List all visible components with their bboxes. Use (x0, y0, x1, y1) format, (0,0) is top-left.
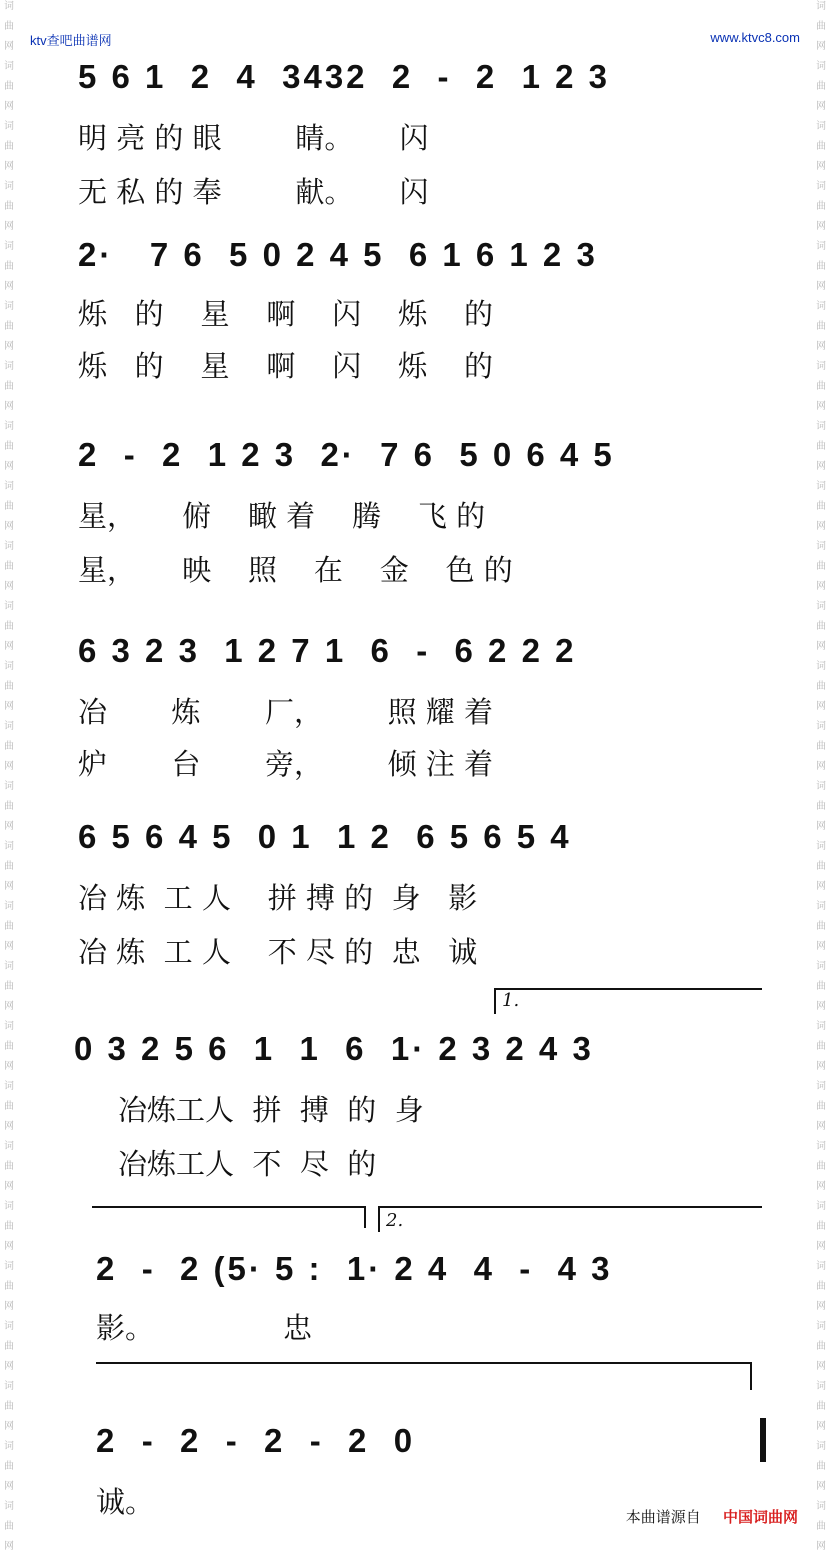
left-side-watermark (0, 0, 18, 1555)
side-watermark-char: 曲 (4, 621, 14, 632)
return-bracket-end (364, 1206, 366, 1228)
side-watermark-char: 网 (4, 101, 14, 112)
lyric-line-4a: 冶 炼 厂， 照 耀 着 (78, 695, 494, 729)
side-watermark-char: 曲 (4, 741, 14, 752)
side-watermark-char: 网 (816, 461, 826, 472)
side-watermark-char: 词 (816, 1381, 826, 1392)
side-watermark-char: 曲 (4, 1161, 14, 1172)
side-watermark-char: 网 (4, 1241, 14, 1252)
notation-line-6: 0 3 2 5 6 1 1 6 1· 2 3 2 4 3 (74, 1030, 594, 1067)
side-watermark-char: 词 (4, 61, 14, 72)
notation-line-2: 2· 7 6 5 0 2 4 5 6 1 6 1 2 3 (78, 236, 598, 273)
lyric-line-8a: 诚。 (96, 1485, 155, 1519)
ending-bracket-end (750, 1362, 752, 1390)
side-watermark-char: 词 (816, 361, 826, 372)
side-watermark-char: 词 (4, 1, 14, 12)
side-watermark-char: 网 (4, 401, 14, 412)
side-watermark-char: 网 (4, 941, 14, 952)
lyric-line-5b: 冶 炼 工 人 不 尽 的 忠 诚 (78, 935, 478, 969)
side-watermark-char: 曲 (816, 141, 826, 152)
side-watermark-char: 曲 (816, 681, 826, 692)
side-watermark-char: 网 (816, 761, 826, 772)
notation-line-3: 2 - 2 1 2 3 2· 7 6 5 0 6 4 5 (78, 436, 615, 473)
side-watermark-char: 词 (4, 1021, 14, 1032)
lyric-line-4b: 炉 台 旁， 倾 注 着 (78, 747, 494, 781)
side-watermark-char: 词 (816, 781, 826, 792)
side-watermark-char: 曲 (4, 801, 14, 812)
side-watermark-char: 曲 (816, 1281, 826, 1292)
side-watermark-char: 网 (4, 1541, 14, 1552)
first-ending-bracket (494, 988, 762, 1014)
side-watermark-char: 曲 (816, 561, 826, 572)
side-watermark-char: 网 (4, 341, 14, 352)
side-watermark-char: 网 (816, 521, 826, 532)
second-ending-bracket (378, 1206, 762, 1232)
source-credit (626, 1506, 798, 1527)
side-watermark-char: 网 (816, 1541, 826, 1552)
side-watermark-char: 词 (816, 601, 826, 612)
side-watermark-char: 网 (4, 881, 14, 892)
side-watermark-char: 词 (4, 241, 14, 252)
side-watermark-char: 词 (4, 1501, 14, 1512)
side-watermark-char: 网 (4, 761, 14, 772)
side-watermark-char: 词 (4, 1381, 14, 1392)
side-watermark-char: 曲 (4, 441, 14, 452)
side-watermark-char: 网 (4, 221, 14, 232)
side-watermark-char: 曲 (4, 501, 14, 512)
lyric-line-2a: 烁 的 星 啊 闪 烁 的 (78, 297, 494, 331)
side-watermark-char: 词 (816, 1, 826, 12)
side-watermark-char: 网 (816, 1421, 826, 1432)
side-watermark-char: 词 (4, 121, 14, 132)
side-watermark-char: 网 (4, 1361, 14, 1372)
side-watermark-char: 网 (816, 701, 826, 712)
side-watermark-char: 词 (816, 721, 826, 732)
side-watermark-char: 曲 (4, 81, 14, 92)
side-watermark-char: 网 (4, 1001, 14, 1012)
side-watermark-char: 网 (816, 341, 826, 352)
side-watermark-char: 网 (4, 461, 14, 472)
side-watermark-char: 曲 (816, 1401, 826, 1412)
side-watermark-char: 曲 (816, 981, 826, 992)
side-watermark-char: 词 (816, 481, 826, 492)
side-watermark-char: 词 (816, 901, 826, 912)
side-watermark-char: 词 (4, 361, 14, 372)
lyric-line-2b: 烁 的 星 啊 闪 烁 的 (78, 349, 494, 383)
side-watermark-char: 词 (816, 1501, 826, 1512)
lyric-line-1b: 无 私 的 奉 献。 闪 (78, 175, 429, 209)
side-watermark-char: 词 (4, 781, 14, 792)
lyric-line-5a: 冶 炼 工 人 拼 搏 的 身 影 (78, 881, 478, 915)
side-watermark-char: 词 (4, 421, 14, 432)
side-watermark-char: 网 (816, 41, 826, 52)
side-watermark-char: 词 (4, 841, 14, 852)
side-watermark-char: 词 (4, 1261, 14, 1272)
side-watermark-char: 曲 (4, 561, 14, 572)
side-watermark-char: 曲 (816, 1161, 826, 1172)
side-watermark-char: 曲 (4, 1221, 14, 1232)
side-watermark-char: 网 (4, 1181, 14, 1192)
lyric-line-1a: 明 亮 的 眼 睛。 闪 (78, 121, 429, 155)
side-watermark-char: 曲 (816, 1221, 826, 1232)
side-watermark-char: 词 (816, 1441, 826, 1452)
side-watermark-char: 网 (4, 281, 14, 292)
side-watermark-char: 曲 (4, 1341, 14, 1352)
lyric-line-7a: 影。 忠 (96, 1311, 313, 1345)
return-bracket-line (92, 1206, 364, 1208)
side-watermark-char: 曲 (4, 1041, 14, 1052)
side-watermark-char: 词 (816, 61, 826, 72)
side-watermark-char: 曲 (816, 1041, 826, 1052)
ending-bracket-line (96, 1362, 752, 1364)
side-watermark-char: 曲 (4, 981, 14, 992)
side-watermark-char: 曲 (816, 921, 826, 932)
second-ending-label: 2. (386, 1210, 404, 1231)
side-watermark-char: 词 (4, 901, 14, 912)
side-watermark-char: 词 (4, 1141, 14, 1152)
side-watermark-char: 词 (816, 661, 826, 672)
side-watermark-char: 曲 (4, 1461, 14, 1472)
side-watermark-char: 网 (816, 1241, 826, 1252)
side-watermark-char: 词 (816, 121, 826, 132)
side-watermark-char: 曲 (4, 921, 14, 932)
side-watermark-char: 词 (816, 961, 826, 972)
side-watermark-char: 词 (4, 1201, 14, 1212)
side-watermark-char: 曲 (4, 681, 14, 692)
side-watermark-char: 曲 (4, 141, 14, 152)
side-watermark-char: 词 (4, 481, 14, 492)
side-watermark-char: 曲 (4, 381, 14, 392)
side-watermark-char: 网 (816, 281, 826, 292)
side-watermark-char: 曲 (4, 21, 14, 32)
side-watermark-char: 网 (816, 221, 826, 232)
side-watermark-char: 曲 (816, 801, 826, 812)
notation-line-5: 6 5 6 4 5 0 1 1 2 6 5 6 5 4 (78, 818, 572, 855)
side-watermark-char: 网 (816, 881, 826, 892)
side-watermark-char: 曲 (4, 1101, 14, 1112)
side-watermark-char: 词 (4, 1321, 14, 1332)
notation-line-4: 6 3 2 3 1 2 7 1 6 - 6 2 2 2 (78, 632, 577, 669)
side-watermark-char: 网 (4, 521, 14, 532)
side-watermark-char: 曲 (4, 1281, 14, 1292)
notation-line-7: 2 - 2 (5· 5 : 1· 2 4 4 - 4 3 (96, 1250, 613, 1287)
side-watermark-char: 词 (816, 241, 826, 252)
side-watermark-char: 网 (4, 1121, 14, 1132)
side-watermark-char: 词 (4, 1081, 14, 1092)
lyric-line-6a: 冶炼工人 拼 搏 的 身 (118, 1093, 424, 1127)
lyric-line-3a: 星， 俯 瞰 着 腾 飞 的 (78, 499, 486, 533)
side-watermark-char: 曲 (4, 201, 14, 212)
side-watermark-char: 词 (816, 1321, 826, 1332)
side-watermark-char: 词 (816, 1201, 826, 1212)
final-barline (760, 1418, 766, 1462)
side-watermark-char: 曲 (816, 1521, 826, 1532)
side-watermark-char: 网 (4, 1301, 14, 1312)
side-watermark-char: 曲 (4, 261, 14, 272)
notation-line-8: 2 - 2 - 2 - 2 0 (96, 1422, 416, 1459)
side-watermark-char: 曲 (4, 861, 14, 872)
side-watermark-char: 词 (816, 1141, 826, 1152)
side-watermark-char: 网 (4, 641, 14, 652)
lyric-line-6b: 冶炼工人 不 尽 的 (118, 1147, 377, 1181)
side-watermark-char: 词 (4, 541, 14, 552)
side-watermark-char: 曲 (816, 741, 826, 752)
notation-line-1: 5 6 1 2 4 3432 2 - 2 1 2 3 (78, 58, 610, 95)
side-watermark-char: 曲 (816, 21, 826, 32)
side-watermark-char: 曲 (816, 1101, 826, 1112)
side-watermark-char: 网 (4, 1481, 14, 1492)
side-watermark-char: 网 (816, 581, 826, 592)
side-watermark-char: 曲 (816, 201, 826, 212)
side-watermark-char: 网 (816, 101, 826, 112)
side-watermark-char: 网 (816, 1181, 826, 1192)
side-watermark-char: 网 (816, 1061, 826, 1072)
side-watermark-char: 曲 (816, 1461, 826, 1472)
side-watermark-char: 词 (816, 1021, 826, 1032)
side-watermark-char: 曲 (4, 1521, 14, 1532)
side-watermark-char: 曲 (816, 261, 826, 272)
side-watermark-char: 曲 (4, 1401, 14, 1412)
side-watermark-char: 网 (4, 1061, 14, 1072)
site-watermark-right: www.ktvc8.com (710, 30, 800, 45)
side-watermark-char: 网 (4, 821, 14, 832)
side-watermark-char: 词 (4, 721, 14, 732)
right-side-watermark (812, 0, 830, 1555)
side-watermark-char: 网 (816, 1481, 826, 1492)
side-watermark-char: 词 (816, 1081, 826, 1092)
side-watermark-char: 曲 (816, 321, 826, 332)
side-watermark-char: 网 (816, 1361, 826, 1372)
side-watermark-char: 网 (4, 701, 14, 712)
side-watermark-char: 词 (816, 541, 826, 552)
side-watermark-char: 词 (4, 601, 14, 612)
site-watermark-left: ktv查吧曲谱网 (30, 33, 112, 48)
source-site-name: 中国词曲网 (722, 1509, 798, 1526)
first-ending-label: 1. (502, 990, 520, 1011)
side-watermark-char: 曲 (816, 501, 826, 512)
side-watermark-char: 词 (4, 1441, 14, 1452)
side-watermark-char: 网 (4, 161, 14, 172)
side-watermark-char: 曲 (816, 81, 826, 92)
side-watermark-char: 网 (816, 1301, 826, 1312)
side-watermark-char: 网 (816, 941, 826, 952)
side-watermark-char: 网 (816, 641, 826, 652)
side-watermark-char: 词 (816, 421, 826, 432)
side-watermark-char: 网 (816, 1121, 826, 1132)
side-watermark-char: 词 (4, 181, 14, 192)
side-watermark-char: 网 (816, 821, 826, 832)
side-watermark-char: 网 (4, 1421, 14, 1432)
side-watermark-char: 网 (4, 41, 14, 52)
side-watermark-char: 词 (816, 1261, 826, 1272)
side-watermark-char: 词 (4, 961, 14, 972)
side-watermark-char: 曲 (816, 1341, 826, 1352)
side-watermark-char: 曲 (4, 321, 14, 332)
side-watermark-char: 曲 (816, 441, 826, 452)
side-watermark-char: 词 (816, 841, 826, 852)
side-watermark-char: 曲 (816, 861, 826, 872)
side-watermark-char: 曲 (816, 621, 826, 632)
side-watermark-char: 词 (4, 301, 14, 312)
side-watermark-char: 词 (816, 301, 826, 312)
side-watermark-char: 网 (4, 581, 14, 592)
side-watermark-char: 网 (816, 161, 826, 172)
side-watermark-char: 词 (4, 661, 14, 672)
side-watermark-char: 词 (816, 181, 826, 192)
lyric-line-3b: 星， 映 照 在 金 色 的 (78, 553, 513, 587)
side-watermark-char: 网 (816, 401, 826, 412)
side-watermark-char: 曲 (816, 381, 826, 392)
source-label: 本曲谱源自 (625, 1509, 701, 1526)
side-watermark-char: 网 (816, 1001, 826, 1012)
